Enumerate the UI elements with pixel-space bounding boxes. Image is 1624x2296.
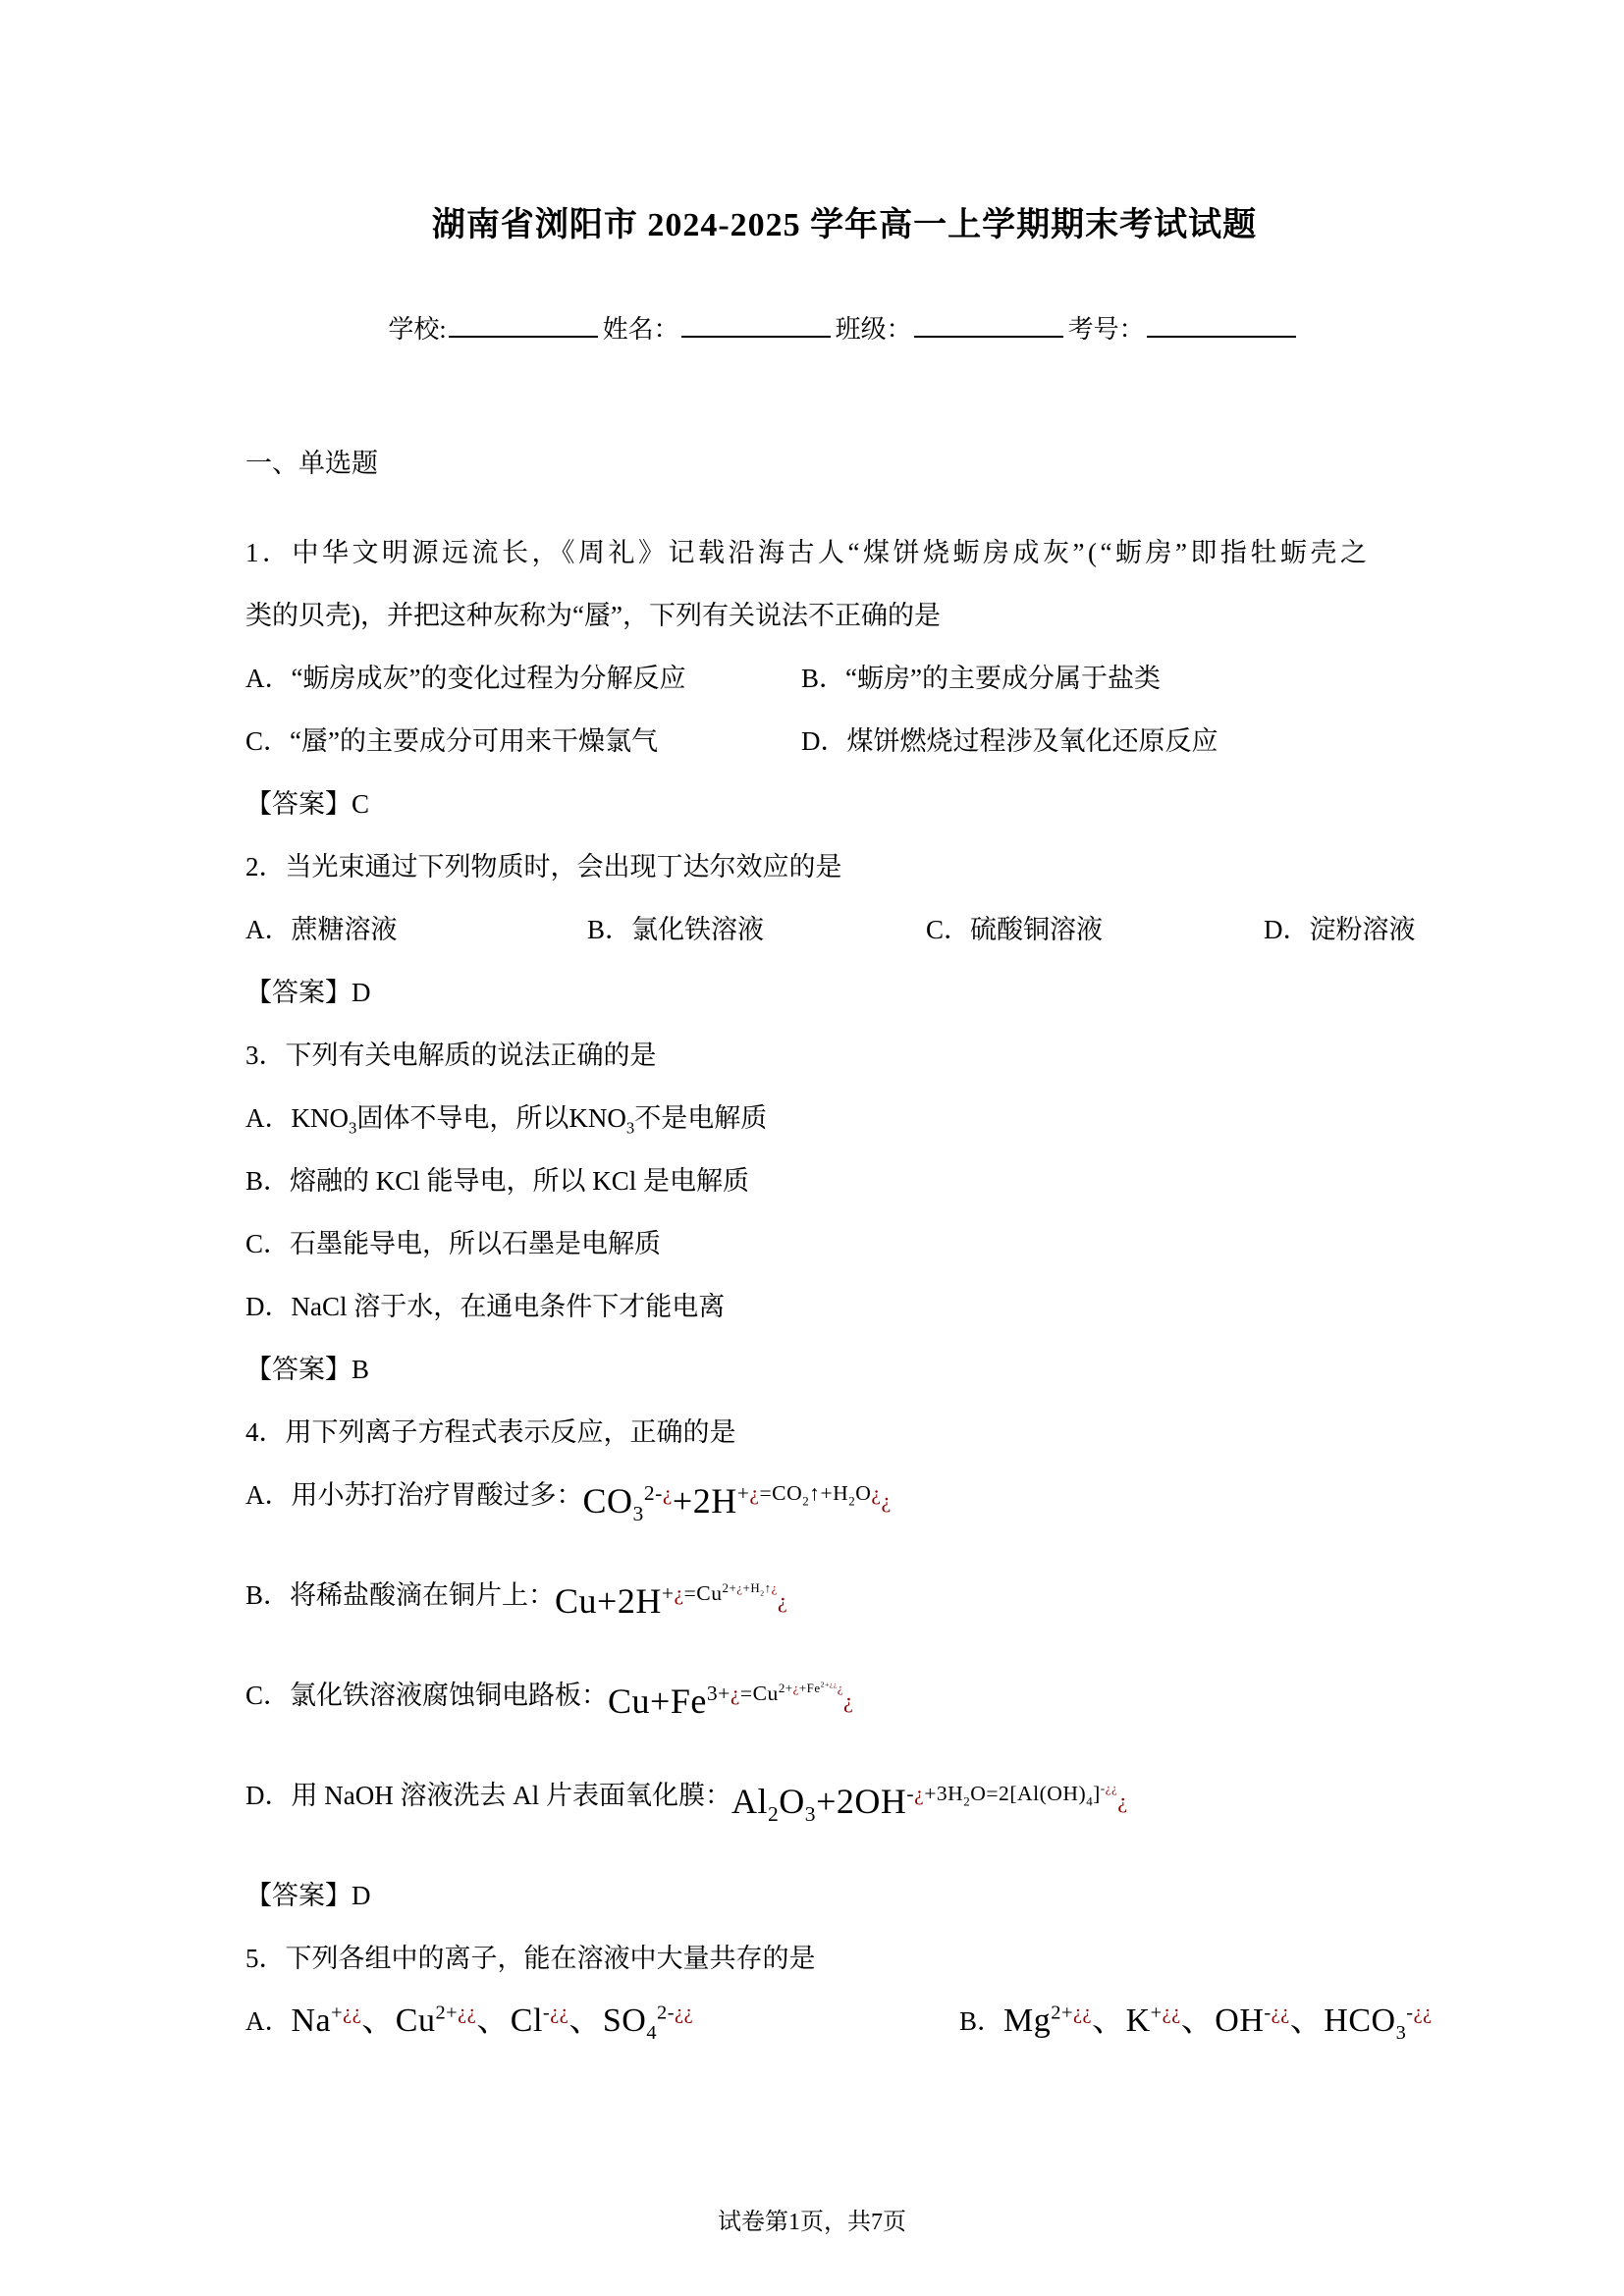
option-text: “蛎房成灰”的变化过程为分解反应 xyxy=(291,664,686,693)
name-blank xyxy=(681,308,831,338)
section-heading: 一、单选题 xyxy=(245,449,378,478)
option-label: D． xyxy=(801,726,847,756)
option-lead-text: 氯化铁溶液腐蚀铜电路板： xyxy=(290,1681,609,1710)
answer-value: D xyxy=(352,1881,371,1910)
option-label: B． xyxy=(959,2006,1004,2036)
option-label: B． xyxy=(245,1580,291,1610)
option-text: 氯化铁溶液 xyxy=(631,915,765,944)
option-label: C． xyxy=(926,915,971,944)
examno-label: 考号： xyxy=(1067,315,1145,344)
option-label: B． xyxy=(587,915,632,944)
question-2-option-b xyxy=(587,898,926,961)
name-label: 姓名： xyxy=(602,315,679,344)
option-label: A． xyxy=(245,915,292,944)
option-text: “蛎房”的主要成分属于盐类 xyxy=(845,664,1161,693)
question-4-option-d xyxy=(245,1764,1443,1864)
answer-value: D xyxy=(352,978,371,1007)
answer-label: 【答案】 xyxy=(245,978,352,1007)
option-label: B． xyxy=(245,1166,291,1196)
student-info-line xyxy=(245,308,1443,351)
question-2-answer xyxy=(245,961,1443,1024)
option-lead-text: 用 NaOH 溶液洗去 Al 片表面氧化膜： xyxy=(291,1781,731,1810)
option-label: C． xyxy=(245,1229,291,1258)
question-3-option-c xyxy=(245,1212,1443,1275)
question-5-option-b xyxy=(959,1990,1443,2090)
school-blank xyxy=(449,308,598,338)
option-text: 淀粉溶液 xyxy=(1309,915,1416,944)
ion-list-formula: $Mg^{2+¿¿}$、K+¿¿、OH-¿¿、$HCO_3^{-¿¿}$ xyxy=(1003,2002,1433,2044)
ionic-equation-formula: $CO_3^{2-¿}+2H^{+¿=CO_2↑+H_2O¿}¿$ xyxy=(582,1481,892,1526)
question-3-option-b xyxy=(245,1149,1443,1212)
option-label: A． xyxy=(245,664,292,693)
option-lead-text: 用小苏打治疗胃酸过多： xyxy=(291,1480,583,1510)
question-1 xyxy=(245,521,1443,835)
question-2-option-a xyxy=(245,898,587,961)
question-1-answer xyxy=(245,773,1443,835)
option-lead-text: 将稀盐酸滴在铜片上： xyxy=(290,1580,556,1610)
question-2-stem: 2．当光束通过下列物质时，会出现丁达尔效应的是 xyxy=(245,852,842,881)
question-2-options xyxy=(245,898,1443,961)
question-1-option-a xyxy=(245,647,801,710)
question-3-option-d xyxy=(245,1275,1443,1338)
option-label: D． xyxy=(245,1292,292,1321)
option-text: 蔗糖溶液 xyxy=(291,915,398,944)
question-4-option-c xyxy=(245,1664,1443,1764)
answer-label: 【答案】 xyxy=(245,1881,352,1910)
question-1-option-b xyxy=(801,647,1443,710)
question-1-option-c xyxy=(245,710,801,773)
option-text: $KNO_3$固体不导电，所以$KNO_3$不是电解质 xyxy=(291,1103,768,1138)
option-text: 石墨能导电，所以石墨是电解质 xyxy=(290,1229,662,1258)
class-label: 班级： xyxy=(835,315,912,344)
ion-list-formula: Na+¿¿、$Cu^{2+¿¿}$、Cl-¿¿、$SO_4^{2-¿¿}$ xyxy=(291,2002,694,2044)
ionic-equation-formula: $Cu+Fe^{3+¿=Cu^{2+¿+Fe^{2+¿¿}¿}}¿$ xyxy=(608,1680,854,1721)
question-4 xyxy=(245,1401,1443,1927)
option-label: D． xyxy=(1264,915,1310,944)
question-4-option-a xyxy=(245,1464,1443,1564)
option-label: D． xyxy=(245,1781,292,1810)
question-4-stem: 4．用下列离子方程式表示反应，正确的是 xyxy=(245,1417,736,1447)
option-label: B． xyxy=(801,664,846,693)
examno-blank xyxy=(1147,308,1296,338)
question-1-option-d xyxy=(801,710,1443,773)
question-3-stem: 3．下列有关电解质的说法正确的是 xyxy=(245,1041,657,1070)
page-footer: 试卷第1页，共7页 xyxy=(718,2210,906,2235)
option-text: NaCl 溶于水，在通电条件下才能电离 xyxy=(291,1292,726,1321)
question-3 xyxy=(245,1024,1443,1401)
question-1-stem-line2: 类的贝壳)，并把这种灰称为“蜃”，下列有关说法不正确的是 xyxy=(245,601,941,630)
option-label: A． xyxy=(245,1103,292,1133)
question-4-option-b xyxy=(245,1564,1443,1664)
option-text: “蜃”的主要成分可用来干燥氯气 xyxy=(290,726,658,756)
question-3-option-a xyxy=(245,1087,1443,1149)
page-title: 湖南省浏阳市 2024-2025 学年高一上学期期末考试试题 xyxy=(431,207,1258,243)
answer-label: 【答案】 xyxy=(245,1355,352,1384)
answer-label: 【答案】 xyxy=(245,789,352,819)
answer-value: C xyxy=(352,789,370,819)
question-1-stem-line1: 1．中华文明源远流长，《周礼》记载沿海古人“煤饼烧蛎房成灰”(“蛎房”即指牡蛎壳之 xyxy=(245,538,1371,567)
page-content xyxy=(245,0,1443,2090)
question-5-options xyxy=(245,1990,1443,2090)
option-label: C． xyxy=(245,726,291,756)
question-5 xyxy=(245,1927,1443,2090)
question-4-answer xyxy=(245,1864,1443,1927)
school-label: 学校: xyxy=(388,315,447,344)
question-5-stem: 5．下列各组中的离子，能在溶液中大量共存的是 xyxy=(245,1944,816,1973)
option-text: 煤饼燃烧过程涉及氧化还原反应 xyxy=(846,726,1218,756)
option-label: A． xyxy=(245,2006,292,2036)
ionic-equation-formula: $Cu+2H^{+¿=Cu^{2+¿+H_2↑¿}}¿$ xyxy=(555,1579,788,1621)
option-text: 熔融的 KCl 能导电，所以 KCl 是电解质 xyxy=(290,1166,750,1196)
question-5-option-a xyxy=(245,1990,959,2090)
class-blank xyxy=(914,308,1063,338)
option-label: C． xyxy=(245,1681,291,1710)
question-2 xyxy=(245,835,1443,1024)
option-label: A． xyxy=(245,1480,292,1510)
question-3-answer xyxy=(245,1338,1443,1401)
question-1-options xyxy=(245,647,1443,773)
question-2-option-d xyxy=(1264,898,1443,961)
answer-value: B xyxy=(352,1355,370,1384)
ionic-equation-formula: $Al_2O_3+2OH^{-¿+3H_2O=2[Al(OH)_4]^{-¿¿}}¿$ xyxy=(731,1780,1128,1827)
question-2-option-c xyxy=(926,898,1264,961)
option-text: 硫酸铜溶液 xyxy=(970,915,1104,944)
